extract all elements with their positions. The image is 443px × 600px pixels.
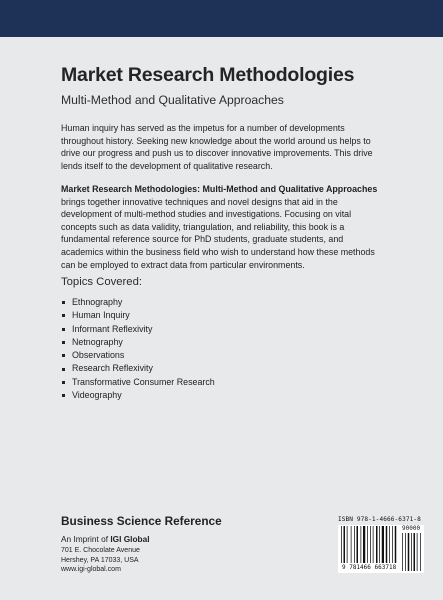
barcode-bar [341, 526, 342, 563]
barcode-bar [361, 526, 362, 563]
topic-label: Observations [72, 350, 125, 361]
barcode-bar [395, 526, 397, 563]
bullet-icon [62, 341, 65, 344]
barcode-bar [379, 526, 380, 563]
barcode-bar [370, 526, 371, 563]
topic-item [61, 389, 215, 402]
description-lead: Market Research Methodologies: Multi-Method and Qualitative Approaches [61, 184, 378, 194]
topic-label: Netnography [72, 336, 123, 347]
topic-item [61, 362, 215, 375]
topic-item [61, 376, 215, 389]
addon-bar [417, 533, 418, 571]
topic-label: Ethnography [72, 297, 123, 307]
barcode-bar [363, 526, 365, 563]
address-line-1: 701 E. Chocolate Avenue [61, 547, 140, 554]
barcode-bar [367, 526, 368, 563]
publisher-block [61, 514, 222, 575]
addon-bar [411, 533, 412, 571]
barcode-bar [376, 526, 378, 563]
book-title: Market Research Methodologies [61, 64, 355, 86]
barcode-image [338, 525, 424, 573]
bullet-icon [62, 368, 65, 371]
bullet-icon [62, 381, 65, 384]
barcode-bar [373, 526, 374, 563]
bullet-icon [62, 301, 65, 304]
barcode-digits: 9 781466 663718 [342, 564, 397, 571]
barcode-bar [392, 526, 393, 563]
addon-bar [414, 533, 416, 571]
bullet-icon [62, 314, 65, 317]
top-color-band [0, 0, 443, 37]
topic-item [61, 336, 215, 349]
barcode-bar [354, 526, 355, 563]
imprint-line [61, 534, 222, 544]
barcode-bar [389, 526, 390, 563]
bullet-icon [62, 354, 65, 357]
topic-item [61, 323, 215, 336]
barcode-bar [386, 526, 388, 563]
topic-item [61, 309, 215, 322]
barcode-block [338, 516, 424, 573]
bullet-icon [62, 328, 65, 331]
topic-label: Research Reflexivity [72, 363, 153, 374]
addon-bar [402, 533, 403, 571]
book-subtitle: Multi-Method and Qualitative Approaches [61, 93, 284, 107]
isbn-text: ISBN 978-1-4666-6371-8 [338, 516, 421, 523]
barcode-bar [357, 526, 359, 563]
imprint-prefix: An Imprint of [61, 534, 111, 544]
topic-item [61, 349, 215, 362]
topics-list [61, 296, 215, 402]
barcode-bar [351, 526, 352, 563]
topic-label: Videography [72, 390, 122, 401]
description-body: brings together innovative techniques and novel designs that aid in the development of multi-method studies and investigations. Focusing on vital concepts such as data validity, triangulation, and reliability, this book is a fundamental reference source for PhD students, graduate students, and academics within the business field who wish to understand how these methods can be employed to extract data from particular environments. [61, 196, 375, 270]
topic-label: Informant Reflexivity [72, 323, 153, 334]
publisher-name: Business Science Reference [61, 514, 222, 528]
topic-label: Human Inquiry [72, 310, 130, 321]
topic-label: Transformative Consumer Research [72, 376, 215, 387]
addon-bar [420, 533, 421, 571]
addon-digits: 90000 [402, 525, 421, 532]
barcode-bar [344, 526, 346, 563]
topic-item [61, 296, 215, 309]
address-line-2: Hershey, PA 17033, USA [61, 556, 139, 564]
publisher-website: www.igi-global.com [61, 566, 121, 574]
addon-bar [408, 533, 410, 571]
barcode-bar [382, 526, 384, 563]
description-paragraph-2 [61, 183, 386, 271]
imprint-brand: IGI Global [110, 534, 150, 544]
addon-bar [405, 533, 406, 571]
topics-heading: Topics Covered: [61, 276, 142, 288]
barcode-bar [347, 526, 348, 563]
description-paragraph-1: Human inquiry has served as the impetus for a number of developments throughout history. Seeking new knowledge about the world around us helps to drive our progress and push us to discover innovative improvements. This drive lends itself to the development of qualitative research. [61, 123, 373, 171]
bullet-icon [62, 394, 65, 397]
